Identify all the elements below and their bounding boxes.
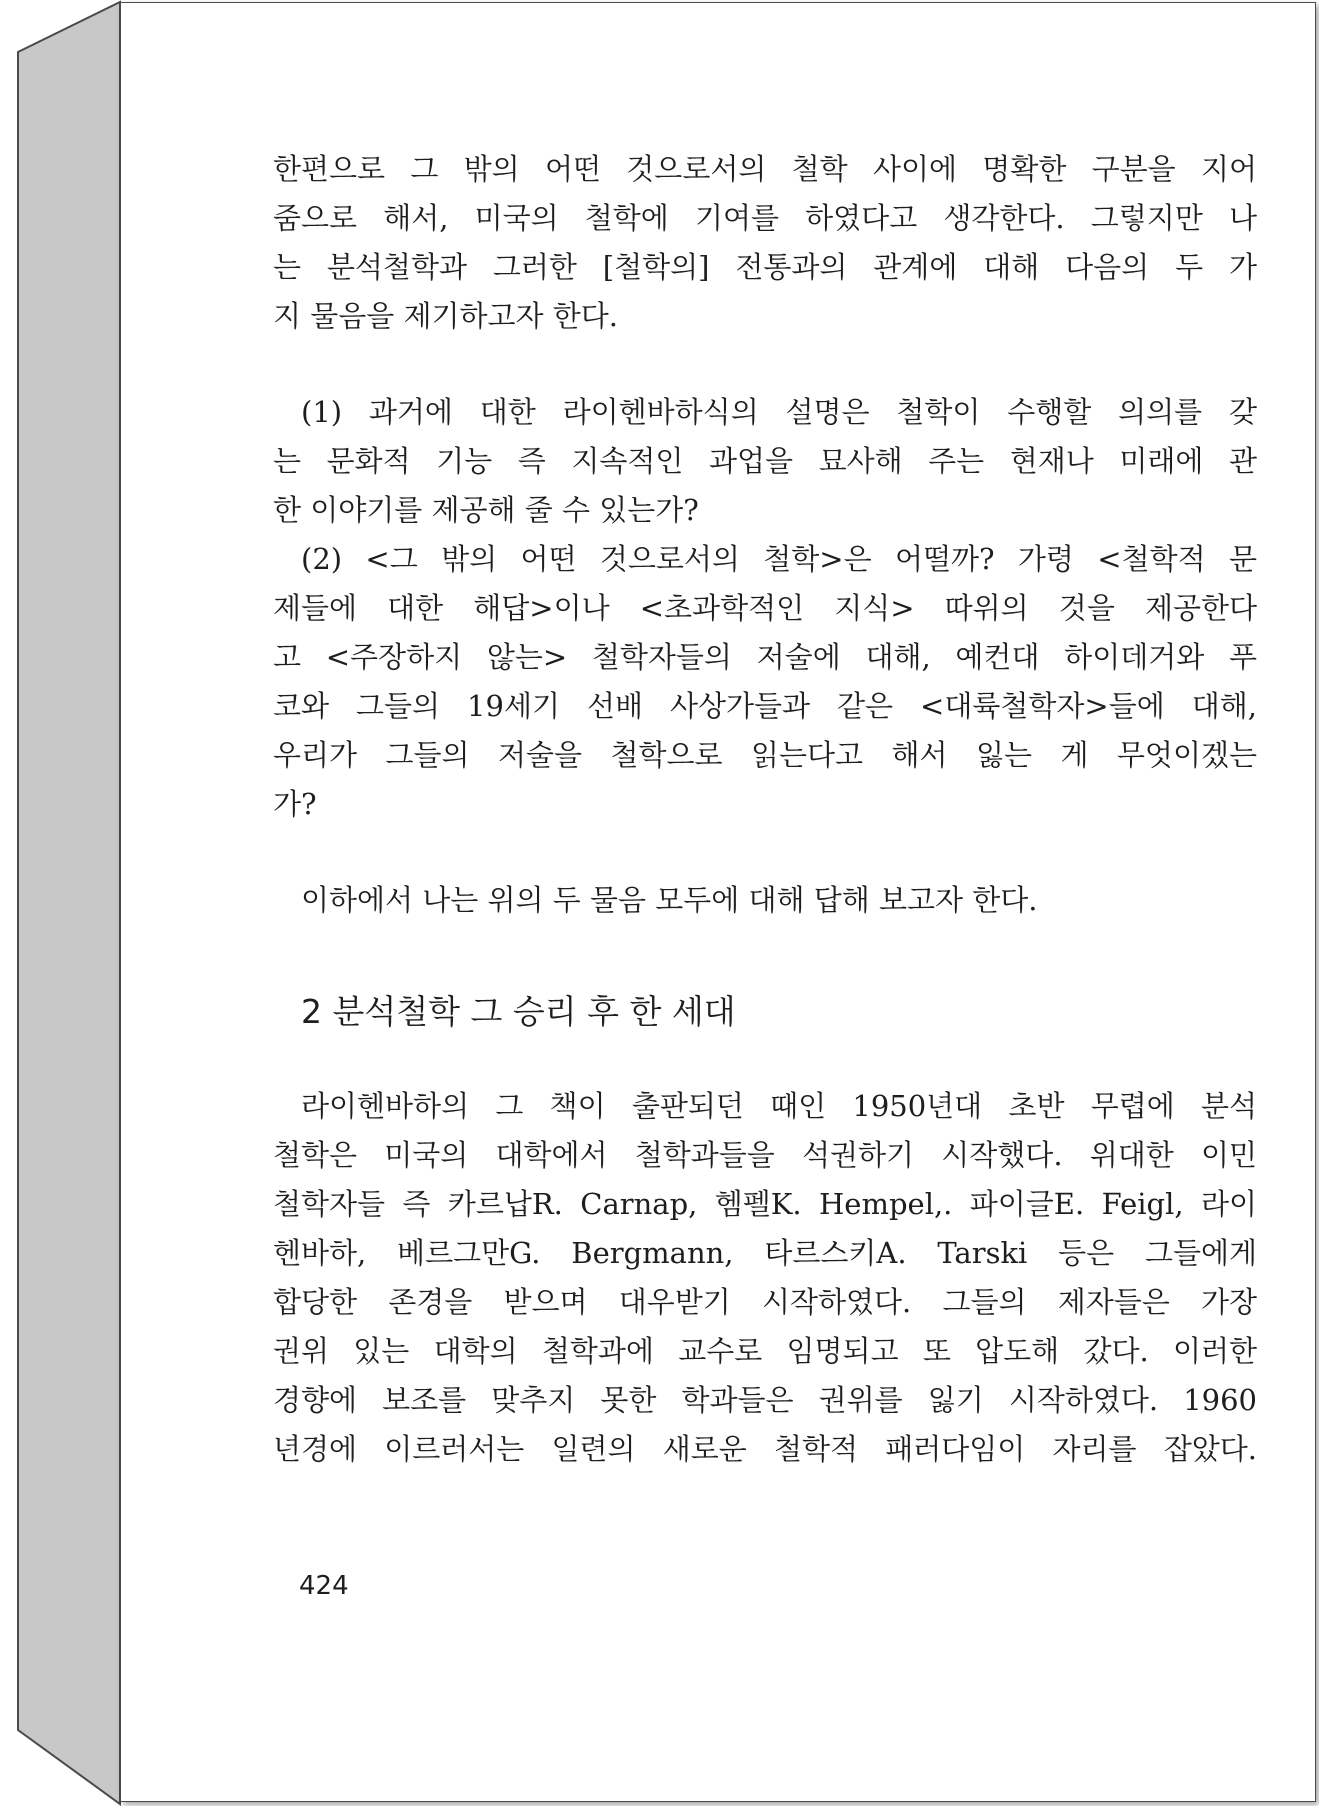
text-line: 철학자들 즉 카르납R. Carnap, 헴펠K. Hempel,. 파이글E. Feigl, 라이 — [273, 1187, 1257, 1221]
text-line: 우리가 그들의 저술을 철학으로 읽는다고 해서 잃는 게 무엇이겠는 — [273, 738, 1257, 772]
page-number: 424 — [299, 1571, 349, 1601]
text-line: 한 이야기를 제공해 줄 수 있는가? — [273, 493, 699, 527]
text-line: 라이헨바하의 그 책이 출판되던 때인 1950년대 초반 무렵에 분석 — [301, 1089, 1257, 1123]
book-page — [120, 2, 1316, 1802]
text-line: 가? — [273, 787, 317, 821]
text-line: 지 물음을 제기하고자 한다. — [273, 299, 619, 333]
text-line: 고 <주장하지 않는> 철학자들의 저술에 대해, 예컨대 하이데거와 푸 — [273, 640, 1257, 674]
text-line: 줌으로 해서, 미국의 철학에 기여를 하였다고 생각한다. 그렇지만 나 — [273, 201, 1257, 235]
text-line: 경향에 보조를 맞추지 못한 학과들은 권위를 잃기 시작하였다. 1960 — [273, 1383, 1257, 1417]
text-line: 년경에 이르러서는 일련의 새로운 철학적 패러다임이 자리를 잡았다. — [273, 1432, 1257, 1466]
text-line: 는 분석철학과 그러한 [철학의] 전통과의 관계에 대해 다음의 두 가 — [273, 250, 1257, 284]
text-line: 는 문화적 기능 즉 지속적인 과업을 묘사해 주는 현재나 미래에 관 — [273, 444, 1257, 478]
text-line: 권위 있는 대학의 철학과에 교수로 임명되고 또 압도해 갔다. 이러한 — [273, 1334, 1257, 1368]
section-heading: 2 분석철학 그 승리 후 한 세대 — [301, 992, 736, 1031]
text-line: 코와 그들의 19세기 선배 사상가들과 같은 <대륙철학자>들에 대해, — [273, 689, 1257, 723]
paragraph-intro — [273, 876, 1257, 925]
paragraph-continuation — [273, 145, 1257, 341]
text-line: 한편으로 그 밖의 어떤 것으로서의 철학 사이에 명확한 구분을 지어 — [273, 152, 1257, 186]
text-line: 철학은 미국의 대학에서 철학과들을 석권하기 시작했다. 위대한 이민 — [273, 1138, 1257, 1172]
paragraph-section-2 — [273, 1082, 1257, 1474]
question-2 — [273, 535, 1257, 829]
question-1 — [273, 388, 1257, 535]
text-line: 헨바하, 베르그만G. Bergmann, 타르스키A. Tarski 등은 그들에게 — [273, 1236, 1257, 1270]
book-spine — [0, 0, 125, 1806]
text-line: 합당한 존경을 받으며 대우받기 시작하였다. 그들의 제자들은 가장 — [273, 1285, 1257, 1319]
text-line: 제들에 대한 해답>이나 <초과학적인 지식> 따위의 것을 제공한다 — [273, 591, 1257, 625]
page-body — [273, 145, 1257, 1474]
text-line: (1) 과거에 대한 라이헨바하식의 설명은 철학이 수행할 의의를 갖 — [301, 395, 1257, 429]
text-line: 이하에서 나는 위의 두 물음 모두에 대해 답해 보고자 한다. — [301, 883, 1038, 917]
text-line: (2) <그 밖의 어떤 것으로서의 철학>은 어떨까? 가령 <철학적 문 — [301, 542, 1257, 576]
